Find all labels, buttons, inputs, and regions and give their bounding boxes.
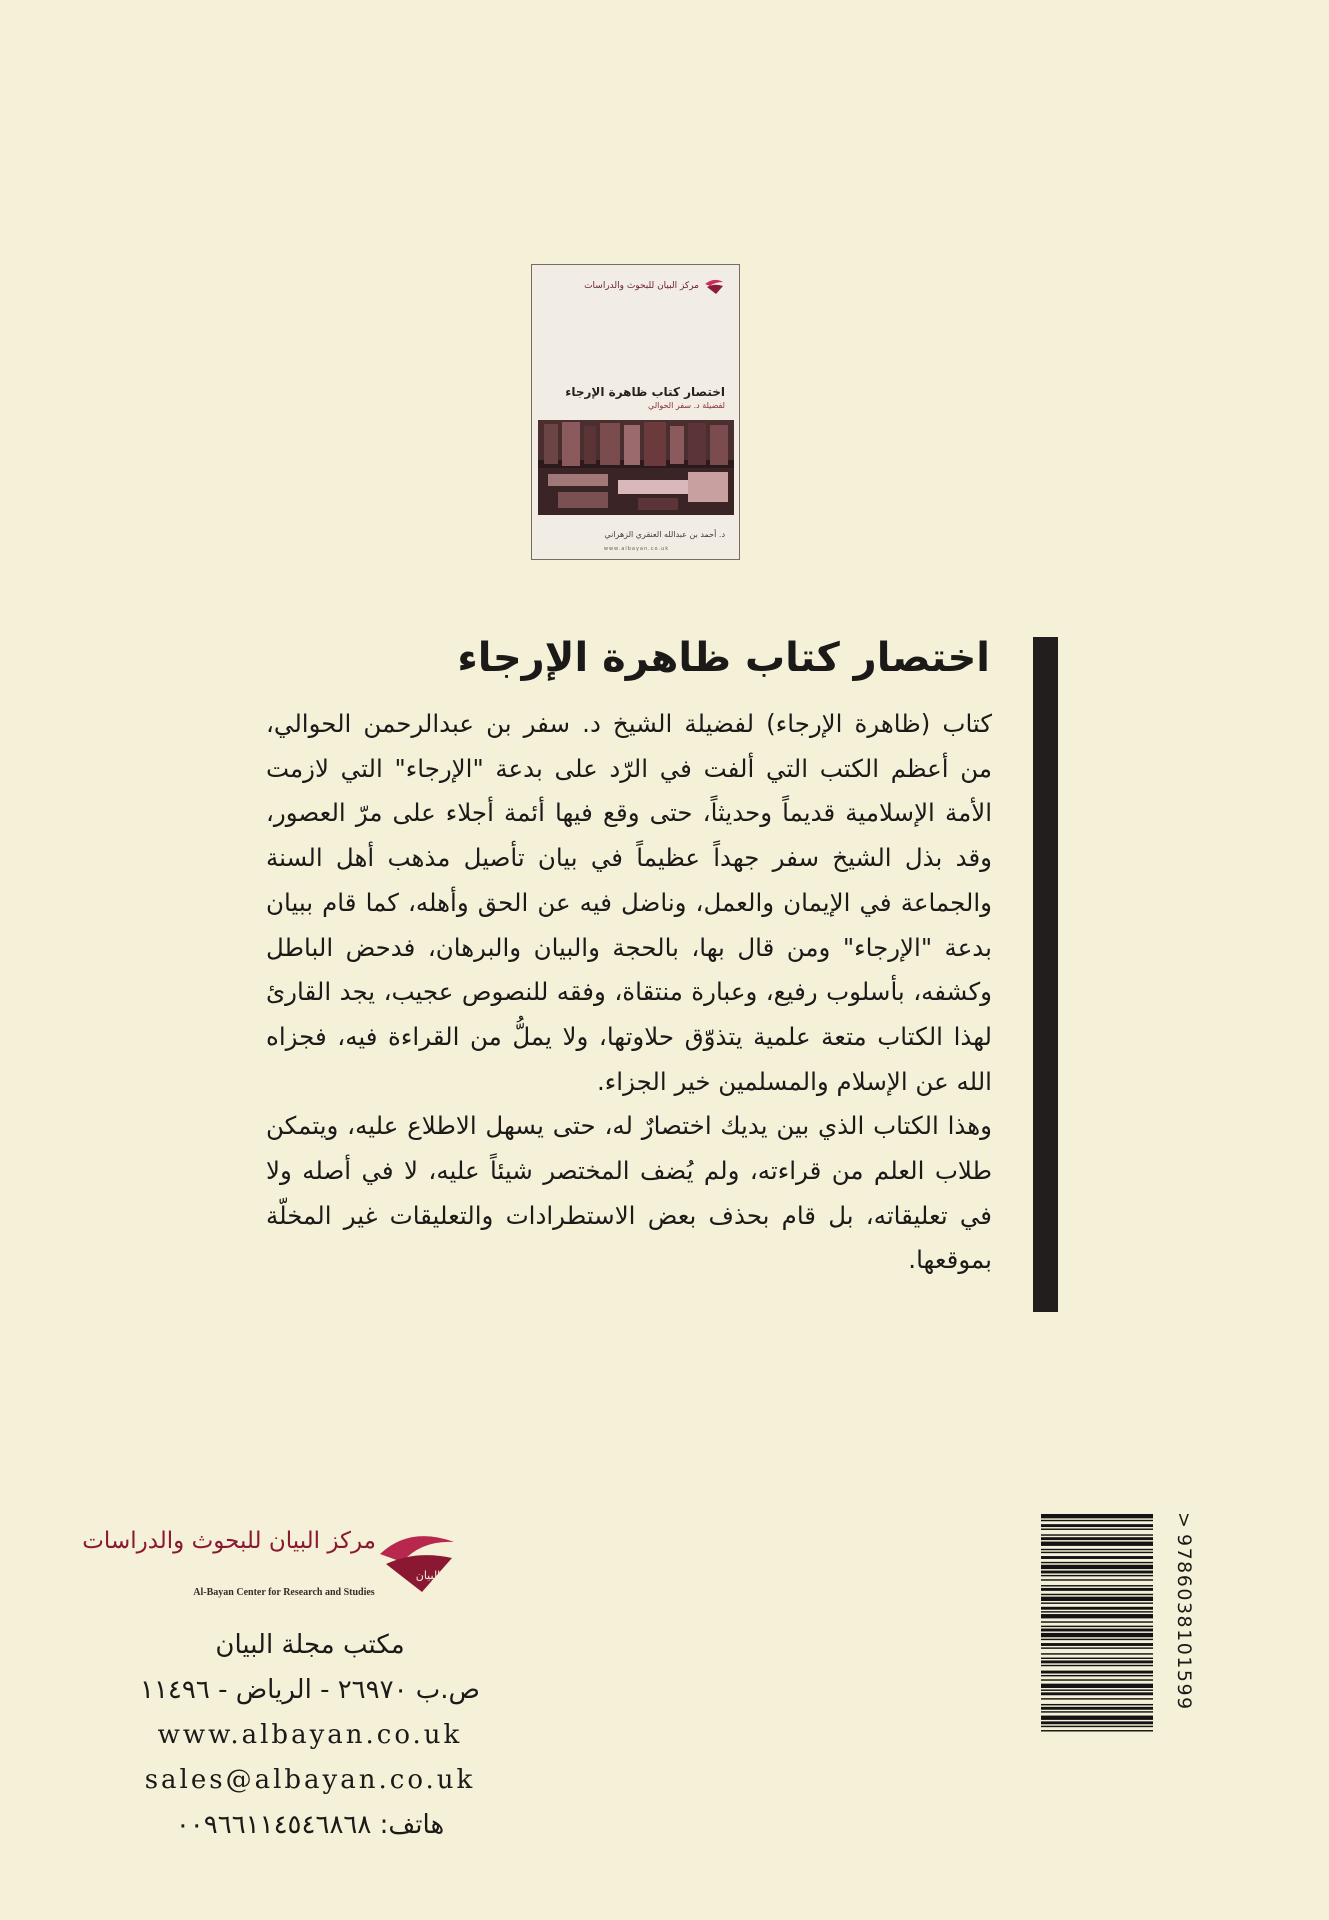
barcode-bar [1041,1588,1153,1591]
barcode-bar [1041,1565,1153,1569]
barcode-bar [1041,1571,1153,1574]
logo-mark-text: البيان [415,1569,441,1582]
barcode-bar [1041,1726,1153,1727]
barcode-bar [1041,1643,1153,1646]
barcode-bar [1041,1524,1153,1527]
publisher-name-english: Al-Bayan Center for Research and Studies [193,1587,375,1598]
barcode-bar [1041,1534,1153,1535]
barcode-bar [1041,1537,1153,1540]
website-link[interactable]: www.albayan.co.uk [157,1720,463,1750]
barcode-bar [1041,1716,1153,1720]
office-name: مكتب مجلة البيان [215,1630,405,1660]
barcode-bar [1041,1647,1153,1648]
barcode-bar [1041,1597,1153,1601]
barcode-bar [1041,1542,1153,1546]
barcode-bar [1041,1675,1153,1676]
old-books-photo [538,420,734,515]
po-box: ص.ب ٢٦٩٧٠ - الرياض - ١١٤٩٦ [139,1675,480,1705]
thumbnail-logo-text: مركز البيان للبحوث والدراسات [584,281,699,291]
isbn-barcode [1031,1510,1195,1810]
front-cover-thumbnail [531,264,740,560]
barcode-bar [1041,1621,1153,1622]
book-title: اختصار كتاب ظاهرة الإرجاء [457,635,990,681]
barcode-bar [1041,1633,1153,1637]
isbn-number: 9786038101599 [1173,1534,1195,1711]
barcode-bar [1041,1594,1153,1595]
albayan-logo-icon [376,1524,456,1594]
barcode-bar [1041,1704,1153,1705]
thumbnail-url: www.albayan.co.uk [603,546,670,552]
thumbnail-author: د. أحمد بن عبدالله العنقري الزهراني [604,530,725,539]
barcode-bar [1041,1658,1153,1659]
albayan-logo-icon [703,277,725,295]
barcode-bar [1041,1692,1153,1695]
barcode-bar [1041,1549,1153,1550]
barcode-bar [1041,1653,1153,1654]
phone-number: هاتف: ٠٠٩٦٦١١٤٥٤٦٨٦٨ [175,1810,445,1840]
publisher-name-arabic: مركز البيان للبحوث والدراسات [82,1528,376,1554]
email-link[interactable]: sales@albayan.co.uk [144,1765,476,1795]
description-paragraph-2: وهذا الكتاب الذي بين يديك اختصارٌ له، حتى يسهل الاطلاع عليه، ويتمكن طلاب العلم من قراءته، ولم يُضف المختصر شيئاً عليه، لا في أصله ولا في تعليقاته، بل قام بحذف بعض الاستطرادات والتعليقات غير المخلّة بموقعها. [266,1111,992,1275]
barcode-bar [1041,1660,1153,1663]
barcode-bar [1041,1626,1153,1627]
barcode-bar [1041,1611,1153,1612]
barcode-bar [1041,1585,1153,1586]
barcode-bar [1041,1552,1153,1553]
barcode-bar [1041,1698,1153,1699]
barcode-bar [1041,1639,1153,1640]
isbn-suffix: > [1173,1512,1195,1530]
barcode-bar [1041,1614,1153,1618]
description-paragraph-1: كتاب (ظاهرة الإرجاء) لفضيلة الشيخ د. سفر بن عبدالرحمن الحوالي، من أعظم الكتب التي ألفت في الرّد على بدعة "الإرجاء" التي لازمت الأمة الإسلامية قديماً وحديثاً، حتى وقع فيها أئمة أجلاء على مرّ العصور، وقد بذل الشيخ سفر جهداً عظيماً في بيان تأصيل مذهب أهل السنة والجماعة في الإيمان والعمل، وناضل فيه عن الحق وأهله، كما قام ببيان بدعة "الإرجاء" ومن قال بها، بالحجة والبيان والبرهان، فدحض الباطل وكشفه، بأسلوب رفيع، وعبارة منتقاة، وفقه للنصوص عجيب، يجد القارئ لهذا الكتاب متعة علمية يتذوّق حلاوتها، ولا يملُّ من القراءة فيه، فجزاه الله عن الإسلام والمسلمين خير الجزاء. [266,709,992,1096]
barcode-bar [1041,1671,1153,1674]
barcode-bar [1041,1556,1153,1559]
vertical-accent-bar [1033,637,1058,1312]
barcode-bar [1041,1689,1153,1690]
barcode-bar [1041,1684,1153,1688]
thumbnail-logo [584,277,725,295]
thumbnail-subtitle: لفضيلة د. سفر الحوالي [648,401,725,410]
barcode-bar [1041,1520,1153,1521]
barcode-bar [1041,1579,1153,1580]
barcode-bar [1041,1575,1153,1576]
barcode-bar [1041,1629,1153,1632]
barcode-bar [1041,1562,1153,1563]
barcode-bar [1041,1721,1153,1724]
barcode-bar [1041,1529,1153,1530]
barcode-bar [1041,1707,1153,1710]
publisher-logo [82,1520,468,1604]
barcode-bar [1041,1679,1153,1680]
barcode-bar [1041,1711,1153,1712]
barcode-bar [1041,1730,1153,1731]
thumbnail-title: اختصار كتاب ظاهرة الإرجاء [565,385,725,399]
barcode-bar [1041,1665,1153,1666]
barcode-bar [1041,1514,1153,1518]
barcode-bar [1041,1607,1153,1610]
barcode-bar [1041,1602,1153,1603]
book-description [266,702,992,1283]
contact-info [100,1623,520,1848]
